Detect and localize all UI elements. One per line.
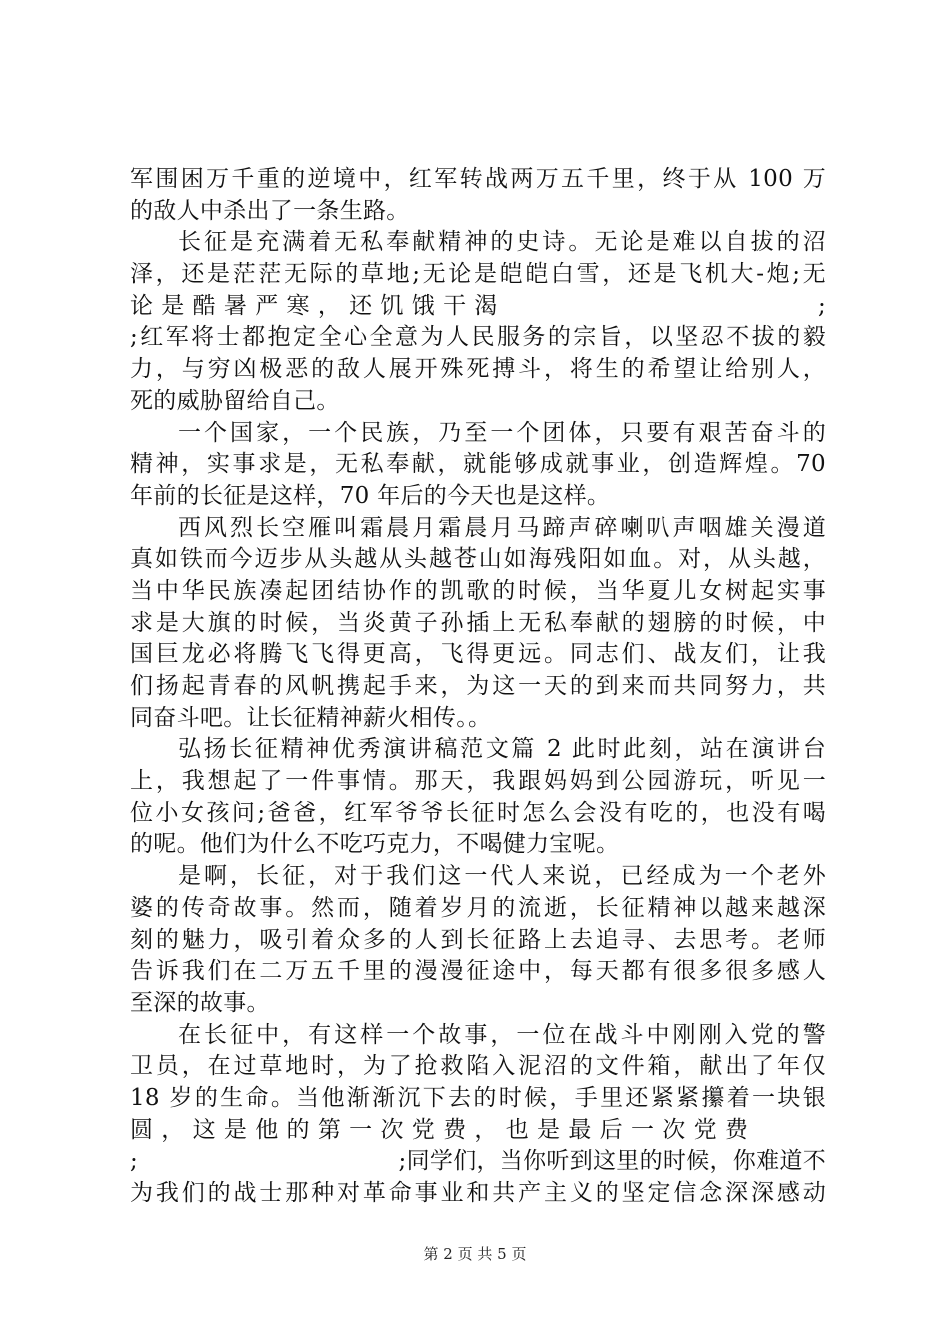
text-line: ; (817, 292, 826, 319)
text-line: 告诉我们在二万五千里的漫漫征途中，每天都有很多很多感人 (130, 958, 826, 985)
text-line: 弘扬长征精神优秀演讲稿范文篇 2 此时此刻，站在演讲台 (178, 736, 826, 763)
text-line: 泽，还是茫茫无际的草地;无论是皑皑白雪，还是飞机大-炮;无 (130, 261, 826, 288)
text-line: 是啊，长征，对于我们这一代人来说，已经成为一个老外 (178, 863, 826, 890)
text-line: ;红军将士都抱定全心全意为人民服务的宗旨，以坚忍不拔的毅 (130, 324, 826, 351)
text-line: 圆 ， 这 是 他 的 第 一 次 党 费 ， 也 是 最 后 一 次 党 费 (130, 1116, 749, 1143)
text-line: 卫员，在过草地时，为了抢救陷入泥沼的文件箱，献出了年仅 (130, 1053, 826, 1080)
text-line: 力，与穷凶极恶的敌人展开殊死搏斗，将生的希望让给别人， (130, 356, 826, 383)
text-line: 真如铁而今迈步从头越从头越苍山如海残阳如血。对，从头越， (130, 546, 826, 573)
body-text (130, 164, 826, 1210)
text-line: 为我们的战士那种对革命事业和共产主义的坚定信念深深感动 (130, 1180, 826, 1206)
text-line: 刻的魅力，吸引着众多的人到长征路上去追寻、去思考。老师 (130, 926, 826, 953)
text-line: 当中华民族凑起团结协作的凯歌的时候，当华夏儿女树起实事 (130, 577, 826, 604)
text-line-split (130, 291, 826, 323)
text-line: 婆的传奇故事。然而，随着岁月的流逝，长征精神以越来越深 (130, 894, 826, 921)
text-line: 国巨龙必将腾飞飞得更高，飞得更远。同志们、战友们，让我 (130, 641, 826, 668)
text-line: 上，我想起了一件事情。那天，我跟妈妈到公园游玩，听见一 (130, 768, 826, 795)
text-line: 论 是 酷 暑 严 寒 ， 还 饥 饿 干 渴 (130, 292, 498, 319)
text-line: 年前的长征是这样，70 年后的今天也是这样。 (130, 482, 611, 509)
text-line: 位小女孩问;爸爸，红军爷爷长征时怎么会没有吃的，也没有喝 (130, 799, 826, 826)
text-line: 西风烈长空雁叫霜晨月霜晨月马蹄声碎喇叭声咽雄关漫道 (178, 514, 826, 541)
text-line: 精神，实事求是，无私奉献，就能够成就事业，创造辉煌。70 (130, 451, 826, 478)
text-line: 求是大旗的时候，当炎黄子孙插上无私奉献的翅膀的时候，中 (130, 609, 826, 636)
text-line: 18 岁的生命。当他渐渐沉下去的时候，手里还紧紧攥着一块银 (130, 1084, 826, 1111)
text-line-split (130, 1146, 826, 1178)
text-line: 长征是充满着无私奉献精神的史诗。无论是难以自拔的沼 (178, 229, 826, 256)
text-line: ;同学们，当你听到这里的时候，你难道不 (398, 1148, 826, 1175)
text-line: 至深的故事。 (130, 989, 270, 1016)
page-footer (0, 1243, 950, 1264)
text-line: 的呢。他们为什么不吃巧克力，不喝健力宝呢。 (130, 831, 620, 858)
text-line: 一个国家，一个民族，乃至一个团体，只要有艰苦奋斗的 (178, 419, 826, 446)
text-line: 同奋斗吧。让长征精神薪火相传。。 (130, 704, 492, 731)
text-line: 军围困万千重的逆境中，红军转战两万五千里，终于从 100 万 (130, 166, 826, 192)
text-line: 死的威胁留给自己。 (130, 387, 340, 414)
text-line: 的敌人中杀出了一条生路。 (130, 197, 410, 224)
text-line: 在长征中，有这样一个故事，一位在战斗中刚刚入党的警 (178, 1021, 826, 1048)
text-line: 们扬起青春的风帆携起手来，为这一天的到来而共同努力，共 (130, 673, 826, 699)
text-line: ; (130, 1148, 139, 1175)
page-number: 第 2 页 共 5 页 (423, 1245, 527, 1263)
